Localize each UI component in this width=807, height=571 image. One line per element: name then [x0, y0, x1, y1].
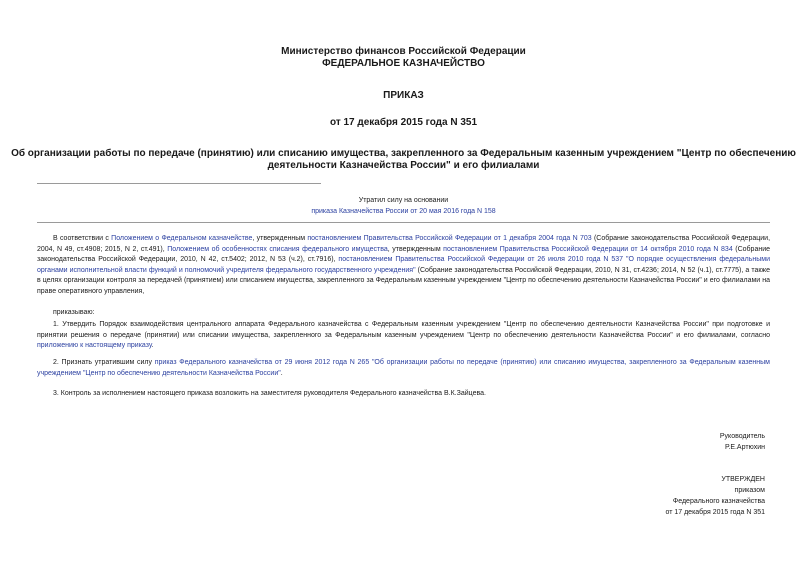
order-item-3: 3. Контроль за исполнением настоящего приказа возложить на заместителя руководителя Федерального казначейства В.К.Зайцева. [53, 390, 486, 397]
ministry-name: Министерство финансов Российской Федерации [281, 46, 526, 57]
item-text: 2. Признать утратившим силу [53, 359, 155, 366]
preamble-text: (Собрание законодательства Российской Федерации, 2010, N 31, ст.4236; 2014, N 52 (ч.1), ст.7775), а также в целях организации контроля за передачей (принятием) или списанием имущества, закрепленного за Федеральным казенным учреждением "Центр по обеспечению деятельности Казначейства России" и его филиалами на праве оперативного управления, [37, 266, 770, 295]
link-decree-834[interactable]: постановлением Правительства Российской Федерации от 14 октября 2010 года N 834 [443, 245, 733, 253]
title-divider [37, 183, 321, 184]
link-decree-537[interactable]: постановлением Правительства Российской Федерации от 26 июля 2010 года N 537 "О порядке осуществления федеральными органами исполнительной власти функций и полномочий учредителя федерального государственного учреждения" [37, 256, 770, 274]
order-word: приказываю: [53, 309, 95, 316]
item-text: . [280, 369, 283, 377]
document-type: ПРИКАЗ [383, 90, 424, 101]
preamble-text: , утвержденным [387, 245, 444, 253]
preamble-text: В соответствии с [53, 235, 112, 242]
link-writeoff-regulation[interactable]: Положением об особенностях списания федерального имущества [167, 245, 388, 253]
document-date: от 17 декабря 2015 года N 351 [329, 117, 478, 128]
order-item-1 [37, 320, 770, 352]
approval-line: Федерального казначейства [672, 498, 765, 505]
preamble-paragraph [37, 234, 770, 297]
order-item-2 [37, 358, 770, 379]
approval-block [665, 474, 765, 518]
signature-role: Руководитель [719, 433, 765, 440]
link-appendix[interactable]: приложению к настоящему приказу [37, 342, 152, 349]
document-title-line1: Об организации работы по передаче (принятию) или списанию имущества, закрепленного за Федеральным казенным учреждением "Центр по обеспечению [11, 148, 796, 159]
link-order-265[interactable]: приказ Федерального казначейства от 29 июня 2012 года N 265 "Об организации работы по передаче (принятию) или списанию имущества, закрепленного за Федеральным казенным учреждением "Центр по обеспечению деятельности Казначейства России" [37, 359, 770, 377]
preamble-text: (Собрание законодательства Российской Федерации, 2010, N 42, ст.5402; 2012, N 53 (ч.2), ст.7916), [37, 245, 771, 263]
void-note-text: Утратил силу на основании [358, 197, 449, 204]
agency-name: ФЕДЕРАЛЬНОЕ КАЗНАЧЕЙСТВО [322, 58, 485, 69]
item-text: . [151, 342, 154, 349]
void-note-link[interactable]: приказа Казначейства России от 20 мая 2016 года N 158 [311, 208, 496, 215]
approval-date: от 17 декабря 2015 года N 351 [665, 509, 765, 516]
item-text: 1. Утвердить Порядок взаимодействия центрального аппарата Федерального казначейства с Федеральным казенным учреждением "Центр по обеспечению деятельности Казначейства России" при подготовке и принятии решения о передаче (принятии) или списании имущества, закрепленного за Федеральным казенным учреждением "Центр по обеспечению деятельности Казначейства России" и его филиалами, согласно [37, 321, 770, 339]
signature-name: Р.Е.Артюхин [725, 444, 765, 451]
approval-line: приказом [734, 487, 765, 494]
preamble-text: (Собрание законодательства Российской Федерации, 2004, N 49, ст.4908; 2015, N 2, ст.491), [37, 235, 771, 253]
approval-heading: УТВЕРЖДЕН [721, 476, 765, 483]
document-title-line2: деятельности Казначейства России" и его филиалами [267, 160, 540, 171]
link-decree-703[interactable]: постановлением Правительства Российской Федерации от 1 декабря 2004 года N 703 [307, 235, 592, 242]
link-treasury-regulation[interactable]: Положением о Федеральном казначействе [111, 235, 253, 242]
signature-block [720, 431, 765, 453]
preamble-text: , утвержденным [252, 235, 308, 242]
section-divider [37, 222, 770, 223]
